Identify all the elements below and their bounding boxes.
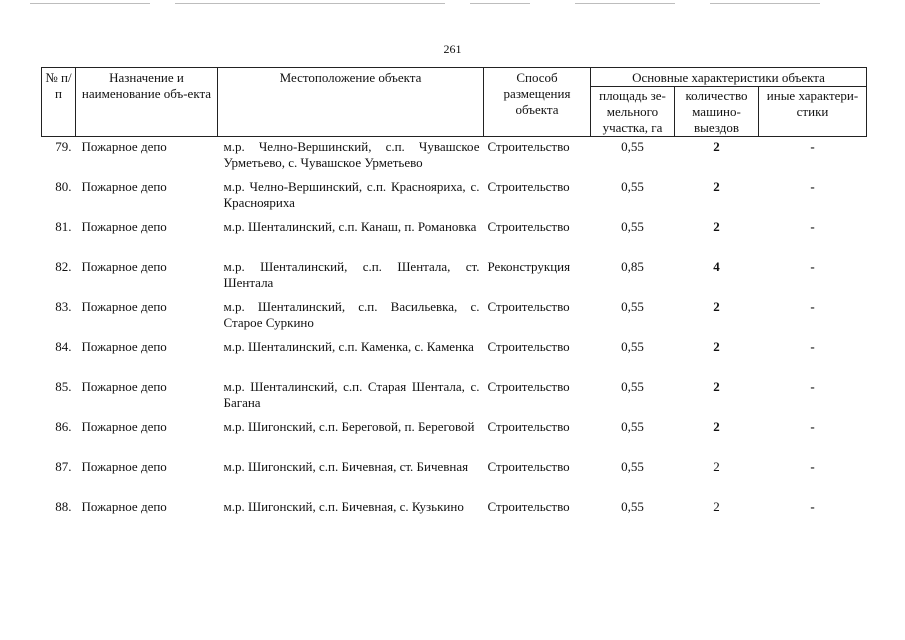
scan-artifact-line xyxy=(470,3,530,4)
cell-vehicles: 2 xyxy=(713,499,720,514)
header-no: № п/п xyxy=(42,68,76,137)
header-method: Способ размещения объекта xyxy=(484,68,591,137)
cell-name: Пожарное депо xyxy=(81,219,167,234)
cell-name: Пожарное депо xyxy=(81,299,167,314)
cell-vehicles: 2 xyxy=(713,139,720,154)
scan-artifact-line xyxy=(710,3,820,4)
cell-area: 0,55 xyxy=(621,459,644,474)
header-main-characteristics: Основные характеристики объекта xyxy=(591,68,867,87)
cell-area: 0,85 xyxy=(621,259,644,274)
cell-other: - xyxy=(810,339,815,354)
cell-method: Строительство xyxy=(487,299,570,314)
cell-other: - xyxy=(810,499,815,514)
table-row xyxy=(42,179,867,219)
cell-area: 0,55 xyxy=(621,339,644,354)
cell-location: м.р. Шенталинский, с.п. Васильевка, с. Старое Суркино xyxy=(223,299,480,330)
cell-no: 81. xyxy=(55,219,72,234)
table-row xyxy=(42,339,867,379)
cell-method: Строительство xyxy=(487,379,570,394)
cell-other: - xyxy=(810,419,815,434)
cell-name: Пожарное депо xyxy=(81,499,167,514)
cell-vehicles: 2 xyxy=(713,339,720,354)
cell-no: 83. xyxy=(55,299,72,314)
table-row xyxy=(42,459,867,499)
cell-vehicles: 2 xyxy=(713,299,720,314)
cell-vehicles: 2 xyxy=(713,379,720,394)
cell-name: Пожарное депо xyxy=(81,379,167,394)
page-number: 261 xyxy=(443,42,462,56)
cell-location: м.р. Челно-Вершинский, с.п. Чувашское Урметьево, с. Чувашское Урметьево xyxy=(223,139,480,170)
cell-no: 82. xyxy=(55,259,72,274)
cell-vehicles: 2 xyxy=(713,459,720,474)
scan-artifact-line xyxy=(175,3,445,4)
cell-no: 85. xyxy=(55,379,72,394)
cell-no: 87. xyxy=(55,459,72,474)
cell-location: м.р. Шенталинский, с.п. Каменка, с. Каменка xyxy=(223,339,474,354)
cell-no: 88. xyxy=(55,499,72,514)
cell-method: Строительство xyxy=(487,419,570,434)
cell-method: Строительство xyxy=(487,139,570,154)
header-name: Назначение и наименование объ-екта xyxy=(76,68,218,137)
cell-area: 0,55 xyxy=(621,299,644,314)
cell-other: - xyxy=(810,459,815,474)
cell-no: 80. xyxy=(55,179,72,194)
cell-method: Реконструкция xyxy=(487,259,571,274)
cell-location: м.р. Шенталинский, с.п. Канаш, п. Романовка xyxy=(223,219,477,234)
cell-method: Строительство xyxy=(487,179,570,194)
table-row xyxy=(42,379,867,419)
cell-other: - xyxy=(810,259,815,274)
table-row xyxy=(42,499,867,539)
cell-vehicles: 2 xyxy=(713,419,720,434)
header-location: Местоположение объекта xyxy=(218,68,484,137)
cell-method: Строительство xyxy=(487,459,570,474)
table-row xyxy=(42,219,867,259)
table-row xyxy=(42,299,867,339)
cell-other: - xyxy=(810,299,815,314)
cell-other: - xyxy=(810,379,815,394)
cell-name: Пожарное депо xyxy=(81,419,167,434)
cell-vehicles: 4 xyxy=(713,259,720,274)
cell-location: м.р. Шигонский, с.п. Бичевная, ст. Бичевная xyxy=(223,459,469,474)
scan-artifact-line xyxy=(575,3,675,4)
cell-name: Пожарное депо xyxy=(81,139,167,154)
cell-location: м.р. Шигонский, с.п. Береговой, п. Береговой xyxy=(223,419,475,434)
cell-area: 0,55 xyxy=(621,419,644,434)
cell-area: 0,55 xyxy=(621,499,644,514)
cell-method: Строительство xyxy=(487,499,570,514)
cell-name: Пожарное депо xyxy=(81,459,167,474)
table-row xyxy=(42,137,867,180)
cell-location: м.р. Шенталинский, с.п. Шентала, ст. Шентала xyxy=(223,259,480,290)
cell-vehicles: 2 xyxy=(713,179,720,194)
table-row xyxy=(42,419,867,459)
header-area: площадь зе-мельного участка, га xyxy=(591,87,675,137)
cell-name: Пожарное депо xyxy=(81,179,167,194)
cell-name: Пожарное депо xyxy=(81,339,167,354)
cell-no: 79. xyxy=(55,139,72,154)
cell-other: - xyxy=(810,179,815,194)
cell-name: Пожарное депо xyxy=(81,259,167,274)
cell-other: - xyxy=(810,219,815,234)
cell-other: - xyxy=(810,139,815,154)
cell-location: м.р. Шигонский, с.п. Бичевная, с. Кузькино xyxy=(223,499,464,514)
scan-artifact-line xyxy=(30,3,150,4)
cell-no: 84. xyxy=(55,339,72,354)
cell-no: 86. xyxy=(55,419,72,434)
objects-table xyxy=(41,67,867,539)
cell-area: 0,55 xyxy=(621,219,644,234)
cell-area: 0,55 xyxy=(621,379,644,394)
cell-area: 0,55 xyxy=(621,139,644,154)
header-vehicles: количество машино-выездов xyxy=(675,87,759,137)
cell-location: м.р. Челно-Вершинский, с.п. Краснояриха, с. Краснояриха xyxy=(223,179,480,210)
header-row xyxy=(42,68,867,87)
cell-location: м.р. Шенталинский, с.п. Старая Шентала, с. Багана xyxy=(223,379,480,410)
cell-method: Строительство xyxy=(487,219,570,234)
table-row xyxy=(42,259,867,299)
cell-method: Строительство xyxy=(487,339,570,354)
cell-vehicles: 2 xyxy=(713,219,720,234)
header-other: иные характери-стики xyxy=(759,87,867,137)
cell-area: 0,55 xyxy=(621,179,644,194)
